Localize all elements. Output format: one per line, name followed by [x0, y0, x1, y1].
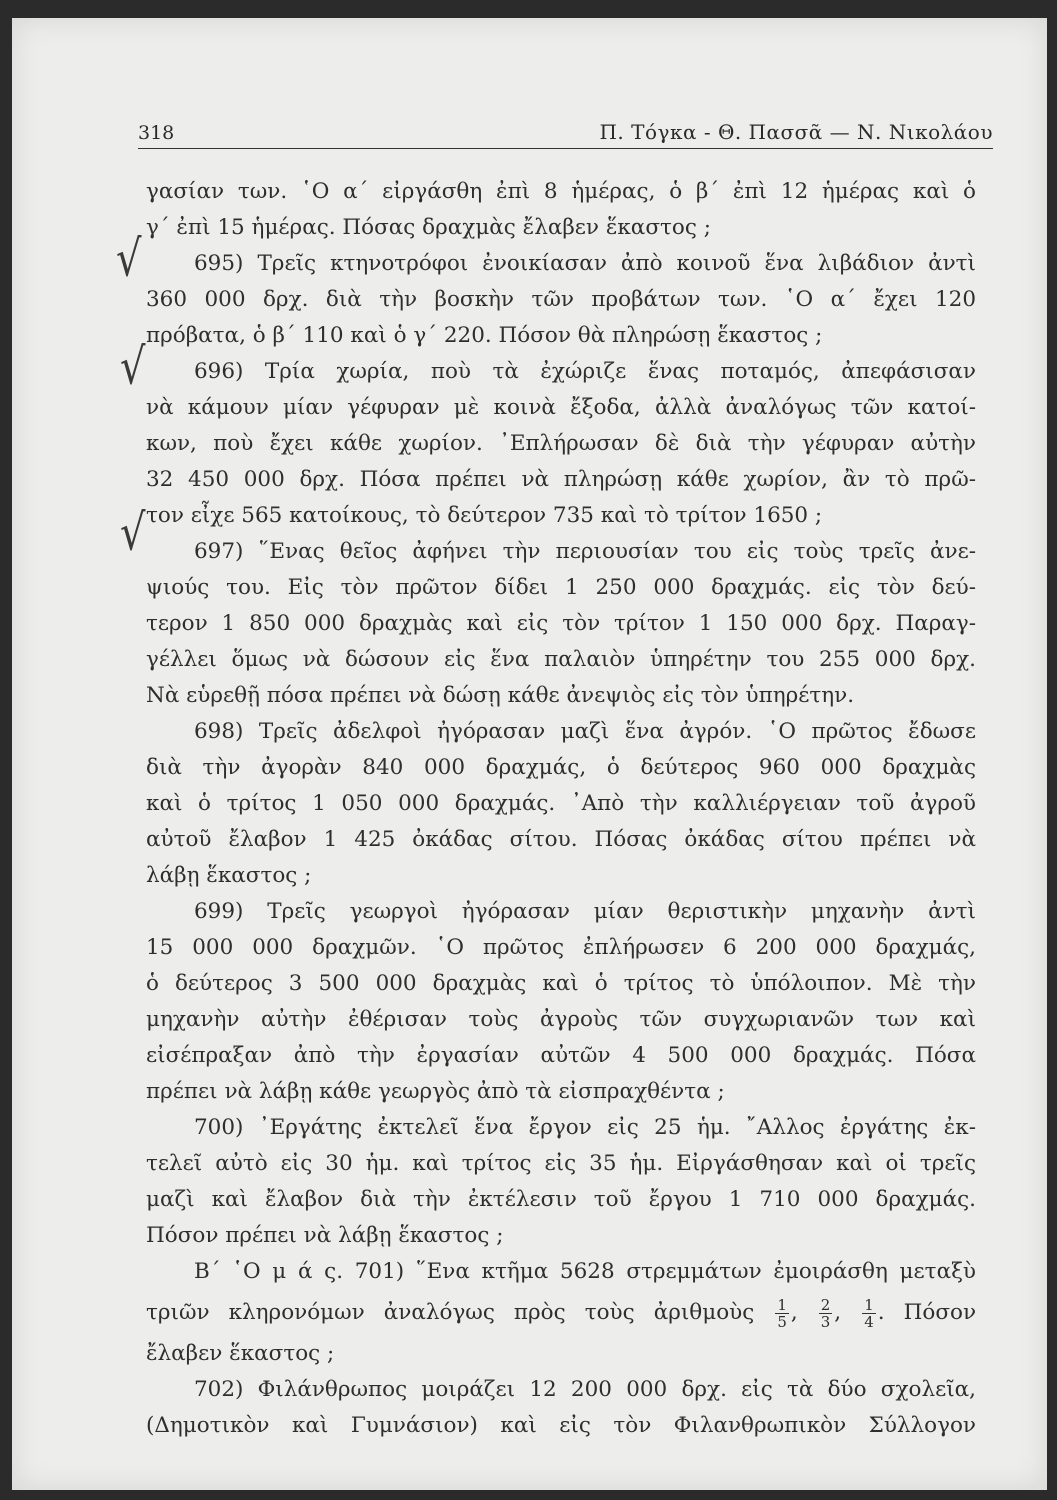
problem-696: [146, 354, 976, 534]
text-line: γ΄ ἐπὶ 15 ἡμέρας. Πόσας δραχμὰς ἔλαβεν ἕκαστος ;: [146, 215, 711, 240]
checkmark-697: √: [120, 504, 146, 562]
problem-698: [146, 714, 976, 894]
page-number: 318: [138, 122, 175, 144]
fraction-1-5: [775, 1297, 789, 1330]
problem-701: [146, 1254, 976, 1372]
fraction-numerator: 1: [864, 1295, 874, 1314]
fraction-denominator: 5: [777, 1312, 787, 1331]
text-line: Πόσον πρέπει νὰ λάβῃ ἕκαστος ;: [146, 1223, 504, 1248]
text-line: Β΄ ῾Ο μ ά ς. 701) ῞Ενα κτῆμα 5628 στρεμμάτων ἐμοιράσθη μεταξὺ: [194, 1259, 976, 1284]
fraction-line-tail: Πόσον: [903, 1300, 977, 1325]
text-line: τελεῖ αὐτὸ εἰς 30 ἡμ. καὶ τρίτος εἰς 35 ἡμ. Εἰργάσθησαν καὶ οἱ τρεῖς: [146, 1151, 976, 1176]
text-line: 696) Τρία χωρία, ποὺ τὰ ἐχώριζε ἕνας ποταμός, ἀπεφάσισαν: [194, 359, 976, 384]
book-page: [12, 18, 1047, 1490]
fraction-1-4: [862, 1297, 876, 1330]
text-line: κων, ποὺ ἔχει κάθε χωρίον. ᾿Επλήρωσαν δὲ διὰ τὴν γέφυραν αὐτὴν: [146, 431, 976, 456]
text-line: πρόβατα, ὁ β΄ 110 καὶ ὁ γ΄ 220. Πόσον θὰ πληρώσῃ ἕκαστος ;: [146, 323, 823, 348]
text-line: 702) Φιλάνθρωπος μοιράζει 12 200 000 δρχ. εἰς τὰ δύο σχολεῖα,: [194, 1377, 976, 1402]
text-line: μηχανὴν αὐτὴν ἐθέρισαν τοὺς ἀγροὺς τῶν συγχωριανῶν των καὶ: [146, 1007, 976, 1032]
checkmark-695: √: [116, 230, 142, 288]
fraction-denominator: 4: [864, 1312, 874, 1331]
checkmark-696: √: [120, 338, 146, 396]
text-line: πρέπει νὰ λάβῃ κάθε γεωργὸς ἀπὸ τὰ εἰσπραχθέντα ;: [146, 1079, 725, 1104]
text-line: 360 000 δρχ. διὰ τὴν βοσκὴν τῶν προβάτων των. ῾Ο α΄ ἔχει 120: [146, 287, 976, 312]
text-line: (Δημοτικὸν καὶ Γυμνάσιον) καὶ εἰς τὸν Φιλανθρωπικὸν Σύλλογον: [146, 1413, 976, 1438]
text-line: 697) ῞Ενας θεῖος ἀφήνει τὴν περιουσίαν του εἰς τοὺς τρεῖς ἀνε-: [194, 539, 976, 564]
text-line: καὶ ὁ τρίτος 1 050 000 δραχμάς. ᾿Απὸ τὴν καλλιέργειαν τοῦ ἀγροῦ: [146, 791, 976, 816]
text-line: ἔλαβεν ἕκαστος ;: [146, 1341, 335, 1366]
page-header: [138, 114, 993, 149]
fraction-denominator: 3: [820, 1312, 831, 1331]
text-line: Νὰ εὑρεθῇ πόσα πρέπει νὰ δώσῃ κάθε ἀνεψιὸς εἰς τὸν ὑπηρέτην.: [146, 683, 855, 708]
text-line: μαζὶ καὶ ἔλαβον διὰ τὴν ἐκτέλεσιν τοῦ ἔργου 1 710 000 δραχμάς.: [146, 1187, 976, 1212]
text-line: 695) Τρεῖς κτηνοτρόφοι ἐνοικίασαν ἀπὸ κοινοῦ ἕνα λιβάδιον ἀντὶ: [194, 251, 976, 276]
body-text: [146, 174, 976, 1444]
text-line: τον εἶχε 565 κατοίκους, τὸ δεύτερον 735 καὶ τὸ τρίτον 1650 ;: [146, 503, 823, 528]
text-line: 698) Τρεῖς ἀδελφοὶ ἠγόρασαν μαζὶ ἕνα ἀγρόν. ῾Ο πρῶτος ἔδωσε: [194, 719, 976, 744]
text-line: 15 000 000 δραχμῶν. ῾Ο πρῶτος ἐπλήρωσεν 6 200 000 δραχμάς,: [146, 935, 976, 960]
fraction-2-3: [819, 1297, 833, 1330]
problem-699: [146, 894, 976, 1110]
text-line: διὰ τὴν ἀγορὰν 840 000 δραχμάς, ὁ δεύτερος 960 000 δραχμὰς: [146, 755, 976, 780]
running-head: Π. Τόγκα - Θ. Πασσᾶ — Ν. Νικολάου: [599, 120, 993, 144]
problem-697: [146, 534, 976, 714]
text-line-with-fractions: τριῶν κληρονόμων ἀναλόγως πρὸς τοὺς ἀριθμοὺς $\frac{1}{5}$ , $\frac{2}{3}$ , $\frac{1}{4}$ . Πόσον: [146, 1295, 977, 1331]
text-line: λάβῃ ἕκαστος ;: [146, 863, 312, 888]
text-line: ψιούς του. Εἰς τὸν πρῶτον δίδει 1 250 000 δραχμάς. εἰς τὸν δεύ-: [146, 575, 976, 600]
fraction-numerator: 1: [777, 1295, 787, 1314]
text-line: 699) Τρεῖς γεωργοὶ ἠγόρασαν μίαν θεριστικὴν μηχανὴν ἀντὶ: [194, 899, 976, 924]
text-line: αὐτοῦ ἔλαβον 1 425 ὀκάδας σίτου. Πόσας ὀκάδας σίτου πρέπει νὰ: [146, 827, 976, 852]
problem-695: [146, 246, 976, 354]
fraction-numerator: 2: [820, 1295, 831, 1314]
text-line: γασίαν των. ῾Ο α΄ εἰργάσθη ἐπὶ 8 ἡμέρας, ὁ β΄ ἐπὶ 12 ἡμέρας καὶ ὁ: [146, 179, 976, 204]
problem-702: [146, 1372, 976, 1444]
fraction-line-text: τριῶν κληρονόμων ἀναλόγως πρὸς τοὺς ἀριθμοὺς: [146, 1300, 755, 1325]
text-line: ὁ δεύτερος 3 500 000 δραχμὰς καὶ ὁ τρίτος τὸ ὑπόλοιπον. Μὲ τὴν: [146, 971, 976, 996]
text-line: τερον 1 850 000 δραχμὰς καὶ εἰς τὸν τρίτον 1 150 000 δρχ. Παραγ-: [146, 611, 976, 636]
text-line: νὰ κάμουν μίαν γέφυραν μὲ κοινὰ ἔξοδα, ἀλλὰ ἀναλόγως τῶν κατοί-: [146, 395, 976, 420]
text-line: 32 450 000 δρχ. Πόσα πρέπει νὰ πληρώσῃ κάθε χωρίον, ἂν τὸ πρῶ-: [146, 467, 976, 492]
problem-700: [146, 1110, 976, 1254]
text-line: 700) ᾿Εργάτης ἐκτελεῖ ἕνα ἔργον εἰς 25 ἡμ. ῎Αλλος ἐργάτης ἐκ-: [194, 1115, 976, 1140]
text-line: εἰσέπραξαν ἀπὸ τὴν ἐργασίαν αὐτῶν 4 500 000 δραχμάς. Πόσα: [146, 1043, 976, 1068]
paragraph-continuation: [146, 174, 976, 246]
text-line: γέλλει ὅμως νὰ δώσουν εἰς ἕνα παλαιὸν ὑπηρέτην του 255 000 δρχ.: [146, 647, 976, 672]
